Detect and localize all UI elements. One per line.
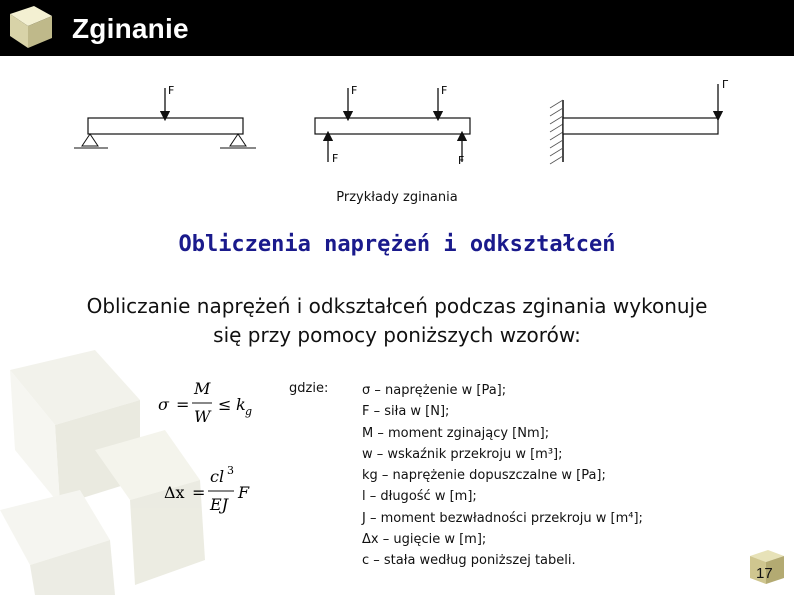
svg-text:W: W bbox=[194, 407, 211, 426]
symbol-definitions bbox=[362, 380, 742, 572]
definition-item: w – wskaźnik przekroju w [m³]; bbox=[362, 446, 563, 462]
force-label: F bbox=[168, 84, 175, 97]
definition-item: σ – naprężenie w [Pa]; bbox=[362, 383, 507, 398]
intro-line: się przy pomocy poniższych wzorów: bbox=[213, 323, 581, 347]
svg-text:EJ: EJ bbox=[210, 495, 229, 514]
slide-title: Zginanie bbox=[72, 13, 189, 44]
svg-text:M: M bbox=[194, 379, 211, 398]
svg-text:3: 3 bbox=[227, 464, 234, 477]
force-label: F bbox=[332, 152, 339, 165]
svg-text:=: = bbox=[192, 483, 206, 502]
definition-item: c – stała według poniższej tabeli. bbox=[362, 553, 576, 569]
gdzie-label: gdzie: bbox=[289, 381, 329, 396]
definition-item: kg – naprężenie dopuszczalne w [Pa]; bbox=[362, 468, 606, 484]
definition-item: M – moment zginający [Nm]; bbox=[362, 425, 550, 441]
intro-line: Obliczanie naprężeń i odkształceń podczas zginania wykonuje bbox=[86, 294, 708, 318]
force-label: F bbox=[441, 84, 448, 97]
definition-item: F – siła w [N]; bbox=[362, 404, 450, 420]
definition-item: l – długość w [m]; bbox=[362, 489, 477, 505]
svg-text:k: k bbox=[236, 395, 246, 414]
page-number-badge bbox=[746, 548, 786, 586]
cantilever-beam bbox=[550, 78, 729, 164]
page-number: 17 bbox=[756, 565, 773, 582]
svg-text:g: g bbox=[245, 405, 253, 418]
svg-text:=: = bbox=[176, 395, 190, 414]
svg-text:F: F bbox=[238, 483, 250, 502]
title-bar bbox=[0, 0, 794, 56]
stress-formula bbox=[158, 379, 252, 426]
svg-text:Δx: Δx bbox=[164, 483, 185, 502]
simply-supported-beam bbox=[74, 84, 256, 148]
deflection-formula bbox=[164, 464, 250, 514]
force-label: Γ bbox=[722, 78, 729, 91]
figure-caption: Przykłady zginania bbox=[336, 190, 458, 205]
definition-item: J – moment bezwładności przekroju w [m⁴]; bbox=[362, 510, 643, 526]
cube-logo-icon bbox=[6, 4, 56, 50]
force-label: F bbox=[458, 154, 465, 167]
four-point-bending-beam bbox=[315, 84, 470, 167]
section-heading: Obliczenia naprężeń i odkształceń bbox=[178, 232, 616, 257]
bending-examples-figure bbox=[60, 70, 760, 170]
definition-item: Δx – ugięcie w [m]; bbox=[362, 532, 487, 548]
force-label: F bbox=[351, 84, 358, 97]
svg-text:σ: σ bbox=[158, 395, 169, 414]
svg-text:≤: ≤ bbox=[218, 395, 232, 414]
svg-text:cl: cl bbox=[210, 467, 225, 486]
formulas bbox=[150, 370, 270, 530]
intro-paragraph bbox=[30, 292, 764, 350]
